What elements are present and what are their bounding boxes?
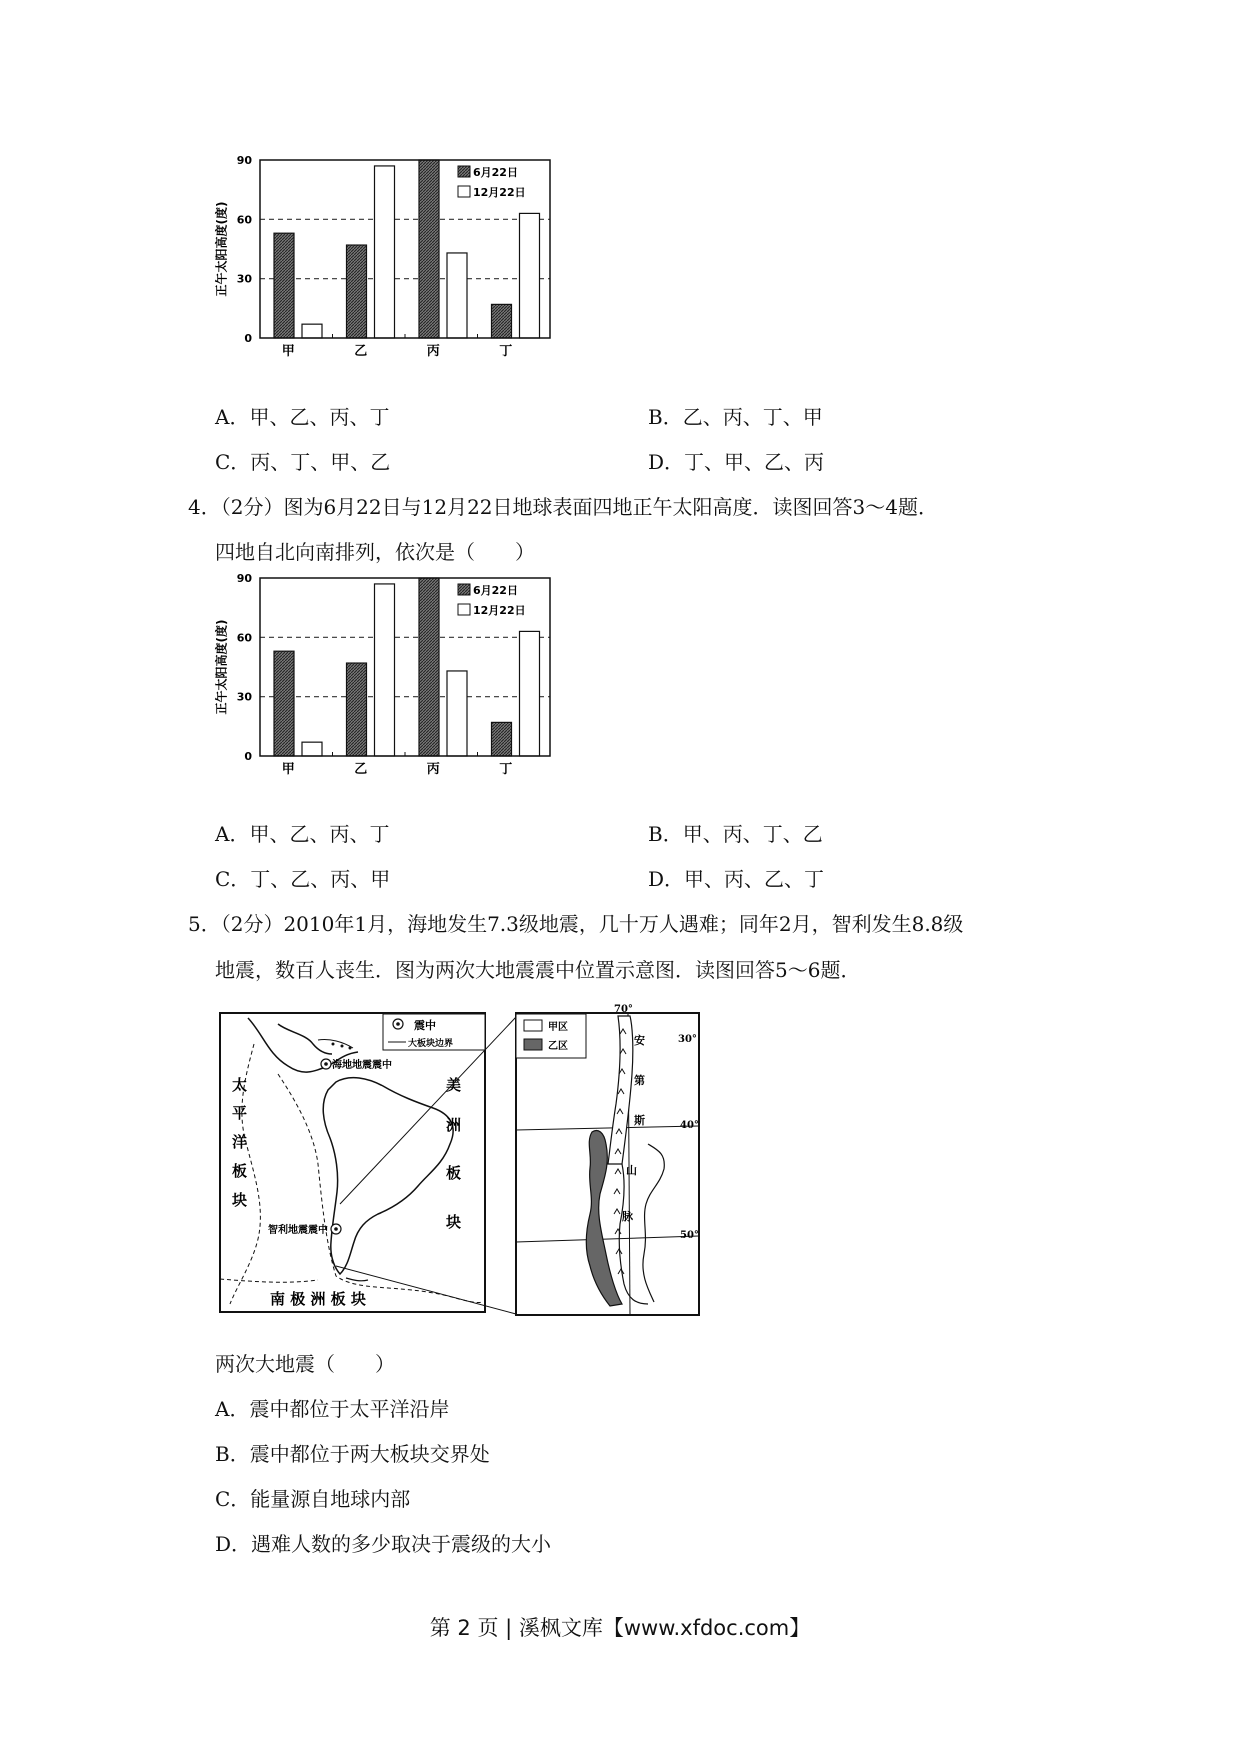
bar-dec22-3 xyxy=(520,631,540,756)
legend-swatch-1 xyxy=(458,186,470,197)
q4-option-d[interactable]: D．甲、丙、乙、丁 xyxy=(648,867,825,891)
bar-jun22-0 xyxy=(274,651,294,756)
x-tick-label-2: 丙 xyxy=(426,762,440,777)
andes-char-4: 山 xyxy=(626,1164,637,1177)
y-tick-label-90: 90 xyxy=(236,572,252,585)
y-tick-label-30: 30 xyxy=(236,272,252,286)
legend-label-1: 12月22日 xyxy=(473,604,526,617)
y-tick-label-0: 0 xyxy=(244,750,252,763)
haiti-epicenter-icon xyxy=(321,1059,331,1069)
legend-boundary: 大板块边界 xyxy=(408,1039,454,1049)
bar-dec22-3 xyxy=(520,213,540,338)
y-axis-label: 正午太阳高度(度) xyxy=(214,201,229,297)
antarctic-plate-label: 南 极 洲 板 块 xyxy=(270,1290,366,1308)
chile-epicenter-label: 智利地震震中 xyxy=(268,1225,328,1236)
earthquake-map xyxy=(218,1004,738,1328)
x-tick-label-0: 甲 xyxy=(281,762,295,777)
legend-swatch-0 xyxy=(458,584,470,595)
x-tick-label-3: 丁 xyxy=(499,344,513,359)
zone-b-swatch xyxy=(524,1039,542,1050)
q5-option-a[interactable]: A．震中都位于太平洋沿岸 xyxy=(215,1397,450,1421)
pacific-plate-char-5: 块 xyxy=(232,1191,248,1209)
inset-legend-b: 乙区 xyxy=(548,1041,568,1052)
andes-char-2: 第 xyxy=(634,1074,645,1087)
x-tick-label-0: 甲 xyxy=(281,344,295,359)
y-tick-label-60: 60 xyxy=(236,213,252,227)
q3-option-a[interactable]: A．甲、乙、丙、丁 xyxy=(215,405,390,429)
sun-altitude-chart-2 xyxy=(210,568,590,802)
legend-swatch-0 xyxy=(458,166,470,177)
q4-option-c[interactable]: C．丁、乙、丙、甲 xyxy=(215,867,391,891)
andes-char-5: 脉 xyxy=(622,1210,633,1223)
y-tick-label-60: 60 xyxy=(236,631,252,645)
american-plate-char-2: 洲 xyxy=(446,1116,462,1134)
bar-jun22-1 xyxy=(347,663,367,756)
lat-label-30: 30° xyxy=(678,1034,697,1045)
legend-epicenter: 震中 xyxy=(414,1019,436,1032)
x-tick-label-1: 乙 xyxy=(354,762,368,777)
q3-option-d[interactable]: D．丁、甲、乙、丙 xyxy=(648,450,825,474)
lat-label-40: 40° xyxy=(680,1120,699,1131)
bar-jun22-0 xyxy=(274,233,294,338)
q4-option-b[interactable]: B．甲、丙、丁、乙 xyxy=(648,822,823,846)
american-plate-char-3: 板 xyxy=(446,1164,462,1182)
y-tick-label-90: 90 xyxy=(236,154,252,167)
bar-dec22-0 xyxy=(302,324,322,338)
bar-dec22-0 xyxy=(302,742,322,756)
lat-label-50: 50° xyxy=(680,1230,699,1241)
andes-char-3: 斯 xyxy=(634,1114,645,1127)
x-tick-label-3: 丁 xyxy=(499,762,513,777)
page-footer: 第 2 页 | 溪枫文库【www.xfdoc.com】 xyxy=(429,1616,811,1640)
q3-option-c[interactable]: C．丙、丁、甲、乙 xyxy=(215,450,391,474)
haiti-epicenter-label: 海地地震震中 xyxy=(332,1060,392,1071)
pacific-plate-char-2: 平 xyxy=(232,1104,248,1122)
lon-label: 70° xyxy=(614,1004,633,1015)
q5-option-b[interactable]: B．震中都位于两大板块交界处 xyxy=(215,1442,490,1466)
legend-swatch-1 xyxy=(458,604,470,615)
bar-jun22-2 xyxy=(419,578,439,756)
x-tick-label-1: 乙 xyxy=(354,344,368,359)
bar-jun22-2 xyxy=(419,160,439,338)
pacific-plate-char-1: 太 xyxy=(232,1076,248,1094)
bar-dec22-1 xyxy=(375,584,395,756)
y-axis-label: 正午太阳高度(度) xyxy=(214,619,229,715)
legend-label-1: 12月22日 xyxy=(473,186,526,199)
chile-epicenter-icon xyxy=(331,1224,341,1234)
sun-altitude-chart-1 xyxy=(210,150,590,384)
x-tick-label-2: 丙 xyxy=(426,344,440,359)
q4-stem-cont: 四地自北向南排列，依次是（ ） xyxy=(215,540,535,564)
bar-dec22-1 xyxy=(375,166,395,338)
pacific-plate-char-4: 板 xyxy=(232,1162,248,1180)
q5-option-d[interactable]: D．遇难人数的多少取决于震级的大小 xyxy=(215,1532,552,1556)
q4-stem: 4．（2分）图为6月22日与12月22日地球表面四地正午太阳高度．读图回答3～4题． xyxy=(188,495,938,519)
q5-option-c[interactable]: C．能量源自地球内部 xyxy=(215,1487,411,1511)
andes-char-1: 安 xyxy=(634,1034,645,1047)
american-plate-char-4: 块 xyxy=(446,1213,462,1231)
legend-label-0: 6月22日 xyxy=(473,584,518,597)
legend-label-0: 6月22日 xyxy=(473,166,518,179)
inset-legend-a: 甲区 xyxy=(548,1022,568,1033)
bar-jun22-1 xyxy=(347,245,367,338)
bar-jun22-3 xyxy=(492,722,512,756)
q5-stem: 5．（2分）2010年1月，海地发生7.3级地震，几十万人遇难；同年2月，智利发生8.8级 xyxy=(188,912,964,936)
q5-question: 两次大地震（ ） xyxy=(215,1352,395,1376)
bar-dec22-2 xyxy=(447,671,467,756)
zone-a-swatch xyxy=(524,1020,542,1031)
pacific-plate-char-3: 洋 xyxy=(232,1133,248,1151)
bar-dec22-2 xyxy=(447,253,467,338)
y-tick-label-30: 30 xyxy=(236,690,252,704)
bar-jun22-3 xyxy=(492,304,512,338)
q3-option-b[interactable]: B．乙、丙、丁、甲 xyxy=(648,405,823,429)
q4-option-a[interactable]: A．甲、乙、丙、丁 xyxy=(215,822,390,846)
y-tick-label-0: 0 xyxy=(244,332,252,345)
american-plate-char-1: 美 xyxy=(446,1076,462,1094)
q5-stem-cont: 地震，数百人丧生．图为两次大地震震中位置示意图．读图回答5～6题． xyxy=(215,958,861,982)
